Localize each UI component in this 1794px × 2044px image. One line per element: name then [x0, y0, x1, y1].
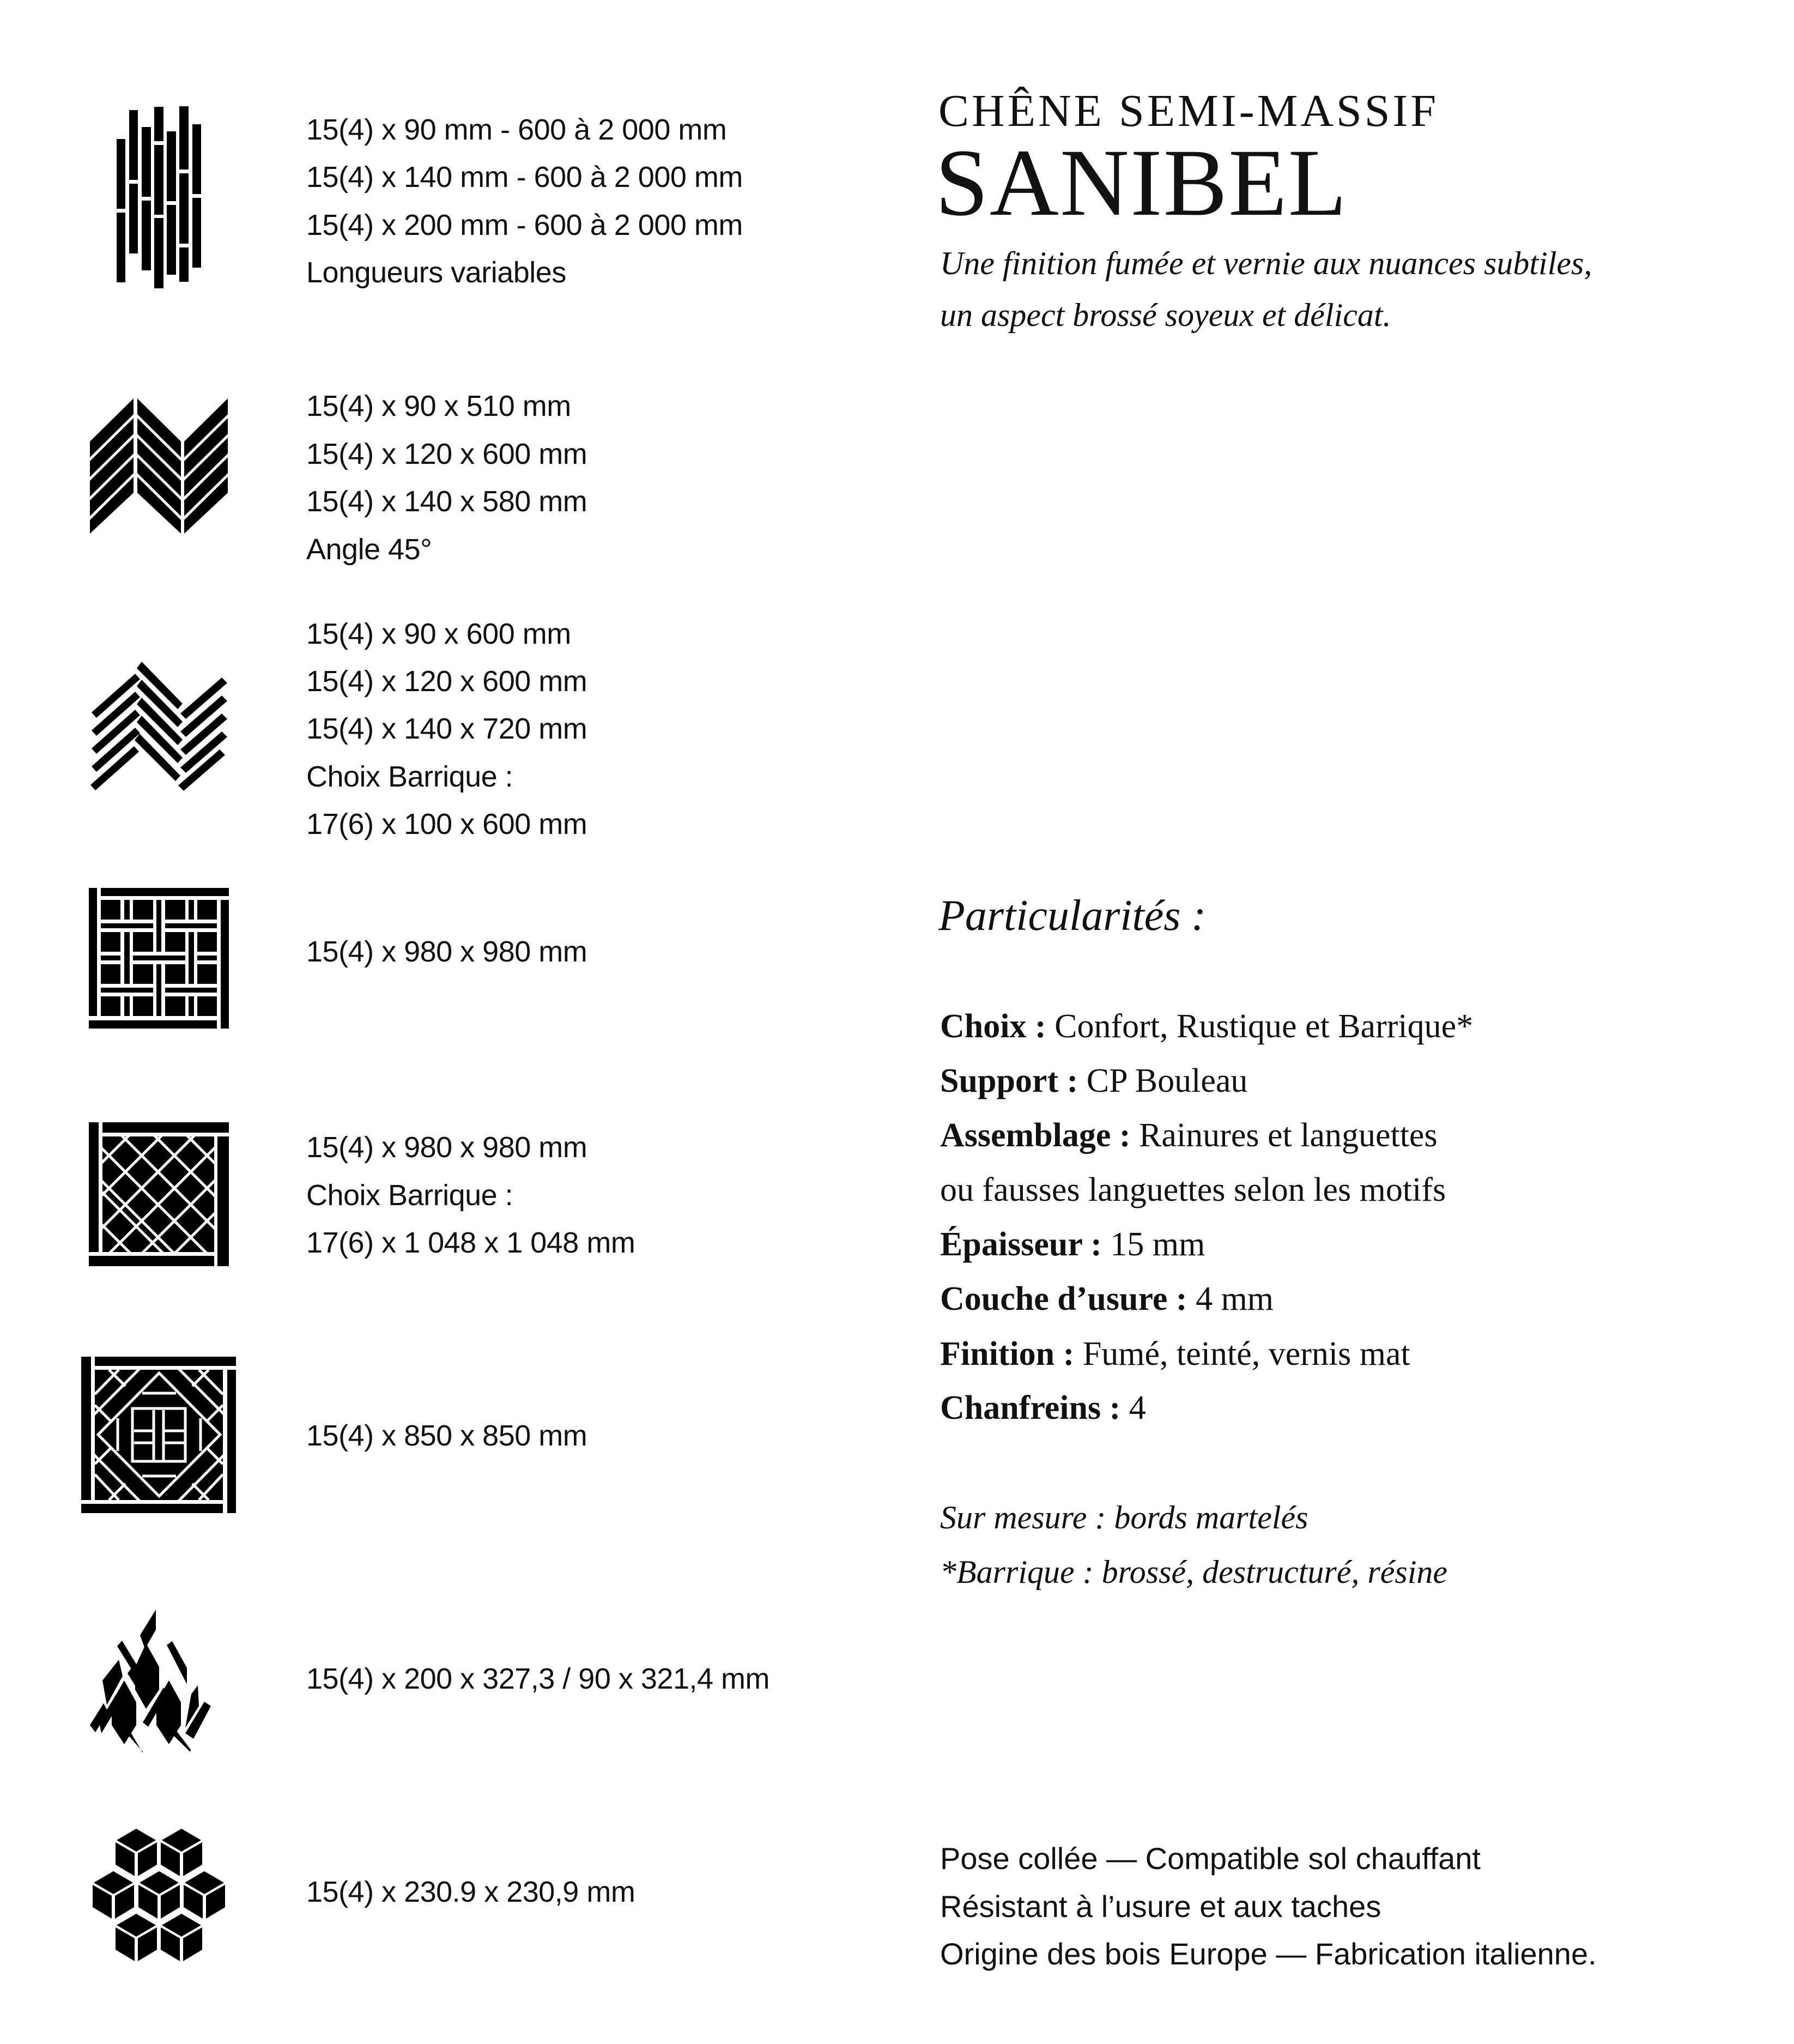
dimension-line: 15(4) x 200 x 327,3 / 90 x 321,4 mm — [306, 1662, 769, 1695]
dimension-line: 15(4) x 140 x 720 mm — [306, 712, 587, 745]
pattern-note: Longueurs variables — [306, 256, 566, 289]
spec-key: Finition : — [940, 1335, 1075, 1372]
pattern-note: Choix Barrique : — [306, 1179, 513, 1212]
dimension-line: 15(4) x 140 x 580 mm — [306, 485, 587, 518]
product-supertitle: CHÊNE SEMI-MASSIF — [938, 86, 1439, 136]
spec-value: 4 mm — [1196, 1280, 1274, 1317]
chevron-pattern-icon — [87, 395, 232, 537]
footer-line-origin: Origine des bois Europe — Fabrication italienne. — [940, 1937, 1597, 1971]
dimension-line: 15(4) x 850 x 850 mm — [306, 1419, 587, 1452]
spec-key: Couche d’usure : — [940, 1280, 1187, 1317]
spec-value: 4 — [1129, 1389, 1146, 1426]
dimension-line: 15(4) x 140 mm - 600 à 2 000 mm — [306, 161, 743, 193]
dimension-line: 15(4) x 980 x 980 mm — [306, 1131, 587, 1164]
dimension-line: 17(6) x 100 x 600 mm — [306, 808, 587, 840]
spec-value: CP Bouleau — [1086, 1062, 1248, 1099]
note-sur-mesure: Sur mesure : bords martelés — [940, 1499, 1308, 1535]
dimension-line: 15(4) x 230.9 x 230,9 mm — [306, 1876, 635, 1908]
tumbling-blocks-icon — [87, 1823, 232, 1968]
spec-row-epaisseur — [940, 1227, 1205, 1261]
features-heading: Particularités : — [938, 892, 1207, 940]
spec-key: Chanfreins : — [940, 1389, 1121, 1426]
basketweave-panel-icon — [87, 886, 232, 1032]
dimension-line: 15(4) x 120 x 600 mm — [306, 438, 587, 470]
hexagonal-weave-icon — [87, 1605, 232, 1752]
spec-row-couche-usure — [940, 1282, 1274, 1316]
spec-row-assemblage — [940, 1118, 1438, 1152]
product-tagline-line-2: un aspect brossé soyeux et délicat. — [940, 297, 1391, 333]
herringbone-pattern-icon — [87, 657, 232, 796]
footer-line-installation: Pose collée — Compatible sol chauffant — [940, 1841, 1481, 1876]
spec-key: Épaisseur : — [940, 1226, 1102, 1263]
spec-row-support — [940, 1064, 1247, 1098]
dimension-line: 15(4) x 120 x 600 mm — [306, 665, 587, 698]
versailles-panel-icon — [79, 1354, 238, 1515]
spec-key: Assemblage : — [940, 1117, 1131, 1154]
spec-row-assemblage-continued — [940, 1173, 1446, 1207]
product-title: SANIBEL — [935, 130, 1348, 236]
dimension-line: 15(4) x 980 x 980 mm — [306, 935, 587, 968]
spec-row-choix — [940, 1009, 1473, 1043]
dimension-line: 15(4) x 90 mm - 600 à 2 000 mm — [306, 113, 727, 146]
spec-value: Fumé, teinté, vernis mat — [1082, 1335, 1410, 1372]
diagonal-weave-panel-icon — [87, 1120, 232, 1268]
dimension-line: 15(4) x 90 x 510 mm — [306, 390, 571, 422]
spec-key: Choix : — [940, 1008, 1046, 1045]
spec-value: ou fausses languettes selon les motifs — [940, 1171, 1446, 1208]
spec-value: Confort, Rustique et Barrique* — [1054, 1008, 1474, 1045]
note-barrique: *Barrique : brossé, destructuré, résine — [940, 1554, 1447, 1590]
pattern-note: Angle 45° — [306, 533, 432, 566]
footer-line-resistance: Résistant à l’usure et aux taches — [940, 1889, 1381, 1924]
spec-key: Support : — [940, 1062, 1078, 1099]
pattern-note: Choix Barrique : — [306, 760, 513, 793]
spec-value: 15 mm — [1110, 1226, 1205, 1263]
spec-value: Rainures et languettes — [1139, 1117, 1438, 1154]
spec-row-finition — [940, 1337, 1410, 1371]
dimension-line: 17(6) x 1 048 x 1 048 mm — [306, 1226, 635, 1259]
planks-variable-lengths-icon — [114, 104, 204, 292]
spec-row-chanfreins — [940, 1391, 1146, 1425]
dimension-line: 15(4) x 90 x 600 mm — [306, 618, 571, 650]
product-tagline-line-1: Une finition fumée et vernie aux nuances subtiles, — [940, 245, 1592, 281]
dimension-line: 15(4) x 200 mm - 600 à 2 000 mm — [306, 209, 743, 241]
